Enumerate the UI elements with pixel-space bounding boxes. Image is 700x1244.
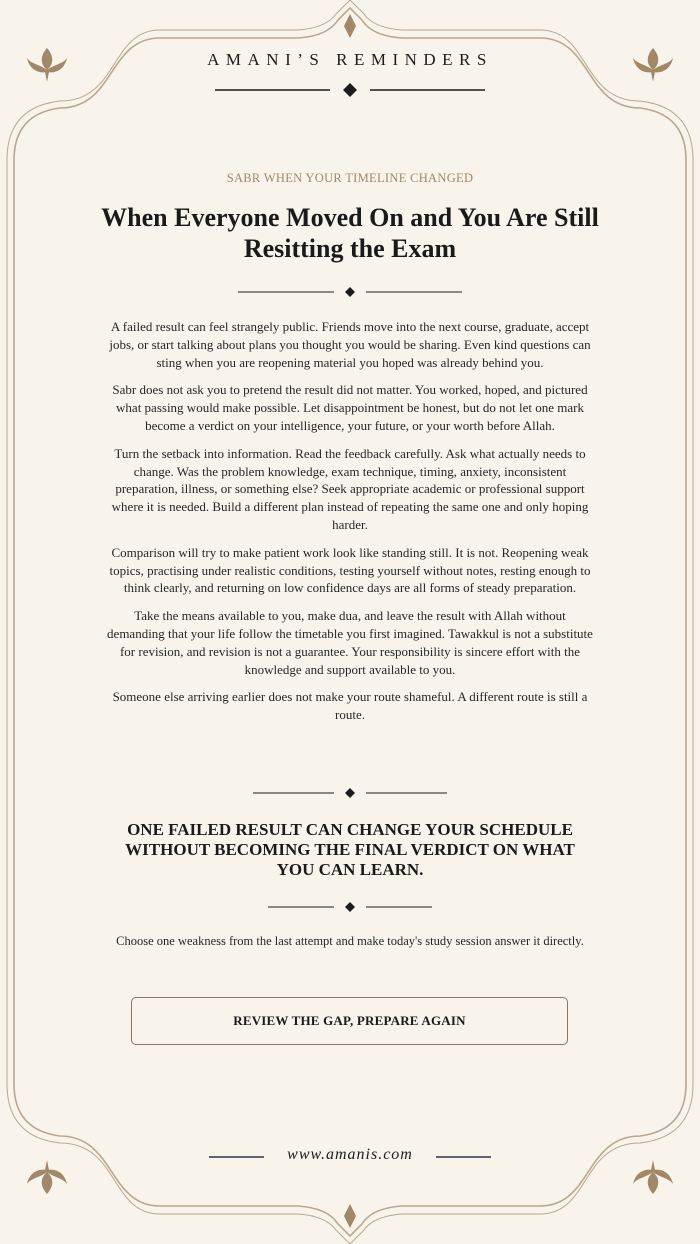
- cta-text: Choose one weakness from the last attempt and make today's study session answer it directly.: [116, 934, 584, 948]
- footer-url: www.amanis.com: [287, 1146, 413, 1163]
- brand-name: AMANI’S REMINDERS: [207, 50, 493, 69]
- body-paragraph: Comparison will try to make patient work look like standing still. It is not. Reopening weak topics, practising under realistic conditions, testing yourself without notes, resting enough to think clearly, and returning on low confidence days are all forms of steady preparation.: [109, 544, 591, 596]
- body-divider: [0, 786, 700, 800]
- title-divider: [0, 285, 700, 299]
- article-title: When Everyone Moved On and You Are Still Resitting the Exam: [101, 203, 599, 263]
- article-kicker: SABR WHEN YOUR TIMELINE CHANGED: [226, 171, 474, 185]
- pull-quote: ONE FAILED RESULT CAN CHANGE YOUR SCHEDULE WITHOUT BECOMING THE FINAL VERDICT ON WHAT YOU CAN LEARN.: [125, 820, 575, 879]
- fleur-bottom-left-icon: [27, 1160, 67, 1194]
- diamond-icon: [345, 287, 355, 297]
- top-finial-icon: [344, 14, 356, 38]
- body-paragraph: Take the means available to you, make dua, and leave the result with Allah without demanding that your life follow the timetable you first imagined. Tawakkul is not a substitute for revision, and revision is not a guarantee. Your responsibility is sincere effort with the knowledge and support available to you.: [107, 608, 593, 677]
- bottom-finial-icon: [344, 1204, 356, 1228]
- quote-divider: [0, 900, 700, 914]
- body-paragraph: A failed result can feel strangely public. Friends move into the next course, graduate, accept jobs, or start talking about plans you thought you would be sharing. Even kind questions can sting when you are reopening material you hoped was already behind you.: [109, 319, 591, 370]
- body-paragraph: Someone else arriving earlier does not make your route shameful. A different route is still a route.: [112, 689, 588, 723]
- fleur-bottom-right-icon: [633, 1160, 673, 1194]
- review-gap-button[interactable]: REVIEW THE GAP, PREPARE AGAIN: [131, 997, 568, 1045]
- diamond-icon: [345, 902, 355, 912]
- body-paragraph: Turn the setback into information. Read the feedback carefully. Ask what actually needs to change. Was the problem knowledge, exam technique, timing, anxiety, inconsistent preparation, illness, or something else? Seek appropriate academic or professional support where it is needed. Build a different plan instead of repeating the same one and only hoping harder.: [111, 445, 589, 532]
- diamond-icon: [345, 788, 355, 798]
- diamond-icon: [343, 83, 357, 97]
- body-paragraph: Sabr does not ask you to pretend the result did not matter. You worked, hoped, and pictured what passing would make possible. Let disappointment be honest, but do not let one mark become a verdict on your intelligence, your future, or your worth before Allah.: [112, 382, 588, 433]
- article-body: [105, 318, 595, 734]
- brand-divider: [215, 80, 485, 100]
